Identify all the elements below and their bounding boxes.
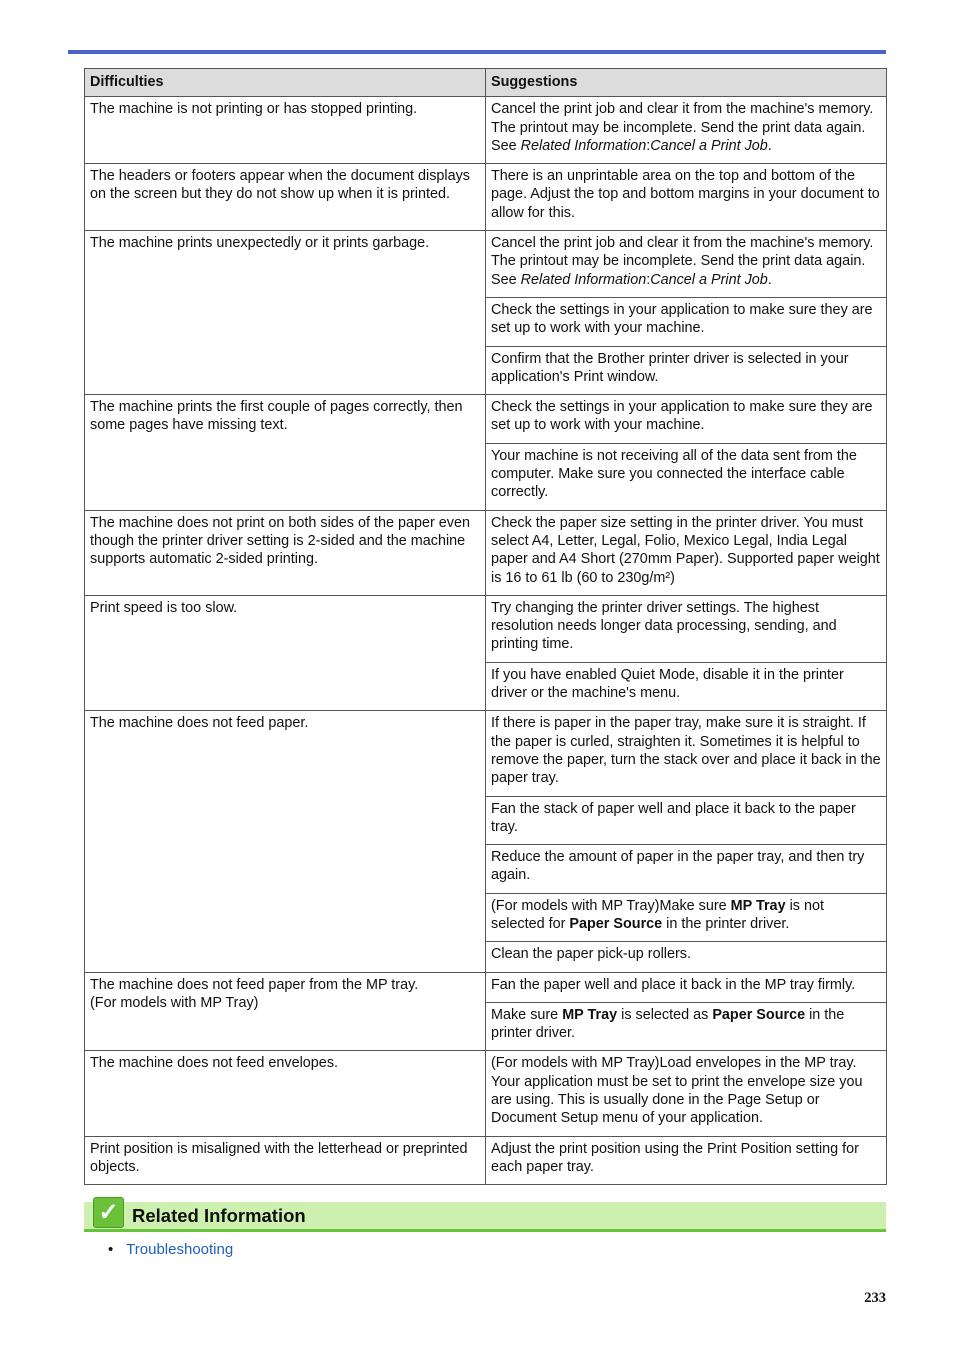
suggestion-cell — [486, 845, 887, 894]
difficulty-cell: Print speed is too slow. — [85, 595, 486, 710]
troubleshooting-link[interactable]: Troubleshooting — [126, 1241, 234, 1258]
suggestion-cell — [486, 1051, 887, 1136]
suggestion-cell — [486, 711, 887, 796]
suggestion-text: Fan the paper well and place it back in the MP tray firmly. — [491, 976, 856, 993]
suggestion-text: is selected as — [617, 1006, 713, 1023]
table-row — [85, 164, 887, 231]
table-row — [85, 1136, 887, 1185]
suggestion-text: in the printer driver. — [491, 1006, 845, 1042]
suggestion-text: Your machine is not receiving all of the data sent from the computer. Make sure you connected the interface cable correctly. — [491, 447, 857, 501]
column-header-suggestions: Suggestions — [486, 69, 887, 97]
checkmark-icon: ✓ — [93, 1197, 124, 1228]
suggestion-cell — [486, 796, 887, 845]
suggestion-text: . — [767, 271, 772, 288]
bullet: • — [108, 1241, 114, 1258]
italic-reference: Related Information — [520, 137, 647, 154]
suggestion-text: is not selected for — [491, 897, 824, 932]
suggestion-text: Cancel the print job and clear it from the machine's memory. The printout may be incomplete. Send the print data again. — [491, 235, 874, 270]
table-row — [85, 510, 887, 595]
table-row — [85, 1051, 887, 1136]
suggestion-cell — [486, 595, 887, 662]
difficulty-cell: The machine is not printing or has stopped printing. — [85, 97, 486, 164]
bold-ui-term: MP Tray — [562, 1006, 618, 1023]
suggestion-text: Check the settings in your application to make sure they are set up to work with your machine. — [491, 301, 873, 337]
header-rule — [68, 50, 886, 54]
suggestion-text: If there is paper in the paper tray, make sure it is straight. If the paper is curled, straighten it. Sometimes it is helpful to remove the paper, turn the stack over and place it back in the paper tray. — [491, 715, 881, 787]
difficulty-cell: The headers or footers appear when the document displays on the screen but they do not show up when it is printed. — [85, 164, 486, 231]
suggestion-text: in the printer driver. — [662, 915, 790, 932]
suggestion-cell — [486, 297, 887, 346]
bold-ui-term: MP Tray — [730, 897, 786, 914]
table-row — [85, 395, 887, 444]
suggestion-text: See — [491, 271, 521, 288]
difficulty-cell: The machine does not feed paper from the MP tray. (For models with MP Tray) — [85, 972, 486, 1051]
suggestion-cell — [486, 97, 887, 164]
suggestion-cell — [486, 972, 887, 1002]
difficulty-cell: The machine prints unexpectedly or it prints garbage. — [85, 231, 486, 395]
suggestion-cell — [486, 164, 887, 231]
suggestion-text: (For models with MP Tray)Make sure — [491, 897, 731, 914]
troubleshooting-table — [84, 68, 887, 1185]
suggestion-cell — [486, 443, 887, 510]
italic-reference: Related Information — [520, 271, 647, 288]
table-row — [85, 97, 887, 164]
difficulty-cell: Print position is misaligned with the letterhead or preprinted objects. — [85, 1136, 486, 1185]
related-link-item — [108, 1240, 233, 1260]
suggestion-text: Clean the paper pick-up rollers. — [491, 946, 691, 963]
suggestion-text: : — [646, 271, 651, 288]
suggestion-text: Cancel the print job and clear it from the machine's memory. The printout may be incomplete. Send the print data again. — [491, 101, 874, 136]
suggestion-text: Fan the stack of paper well and place it back to the paper tray. — [491, 800, 856, 835]
suggestion-cell — [486, 510, 887, 595]
suggestion-text: Adjust the print position using the Print Position setting for each paper tray. — [491, 1140, 859, 1175]
table-header-row — [85, 69, 887, 97]
italic-reference: Cancel a Print Job — [650, 271, 768, 288]
suggestion-text: Confirm that the Brother printer driver is selected in your application's Print window. — [491, 350, 849, 385]
italic-reference: Cancel a Print Job — [650, 137, 768, 154]
suggestion-text: : — [646, 137, 651, 154]
suggestion-text: If you have enabled Quiet Mode, disable it in the printer driver or the machine's menu. — [491, 666, 844, 702]
difficulty-cell: The machine does not feed envelopes. — [85, 1051, 486, 1136]
difficulty-cell: The machine does not feed paper. — [85, 711, 486, 972]
table-row — [85, 711, 887, 796]
table-row — [85, 972, 887, 1002]
suggestion-cell — [486, 1136, 887, 1185]
difficulty-cell: The machine prints the first couple of pages correctly, then some pages have missing text. — [85, 395, 486, 510]
suggestion-text: Check the paper size setting in the printer driver. You must select A4, Letter, Legal, Folio, Mexico Legal, India Legal paper and A4 Short (270mm Paper). Supported paper weight is 16 to 61 lb (60 to 230g/m²) — [491, 514, 880, 586]
difficulty-cell: The machine does not print on both sides of the paper even though the printer driver setting is 2-sided and the machine supports automatic 2-sided printing. — [85, 510, 486, 595]
suggestion-text: Try changing the printer driver settings. The highest resolution needs longer data processing, sending, and printing time. — [491, 599, 837, 653]
suggestion-cell — [486, 942, 887, 972]
related-information-bar — [84, 1199, 886, 1232]
bold-ui-term: Paper Source — [712, 1006, 806, 1023]
page-number: 233 — [864, 1290, 886, 1306]
suggestion-text: . — [767, 137, 772, 154]
suggestion-text: See — [491, 137, 521, 154]
related-information-title: Related Information — [132, 1205, 306, 1226]
suggestion-cell — [486, 1002, 887, 1051]
table-row — [85, 595, 887, 662]
suggestion-text: Check the settings in your application to make sure they are set up to work with your machine. — [491, 399, 873, 434]
suggestion-cell — [486, 893, 887, 942]
suggestion-cell — [486, 231, 887, 298]
table-body — [85, 97, 887, 1185]
table-row — [85, 231, 887, 298]
bold-ui-term: Paper Source — [569, 915, 663, 932]
suggestion-cell — [486, 346, 887, 395]
suggestion-cell — [486, 662, 887, 711]
suggestion-text: Make sure — [491, 1006, 563, 1023]
column-header-difficulties: Difficulties — [85, 69, 486, 97]
suggestion-text: (For models with MP Tray)Load envelopes in the MP tray. Your application must be set to print the envelope size you are using. This is usually done in the Page Setup or Document Setup menu of your application. — [491, 1055, 863, 1127]
suggestion-text: Reduce the amount of paper in the paper tray, and then try again. — [491, 849, 865, 884]
suggestion-text: There is an unprintable area on the top and bottom of the page. Adjust the top and bottom margins in your document to allow for this. — [491, 168, 880, 221]
related-links-list — [108, 1240, 233, 1260]
suggestion-cell — [486, 395, 887, 444]
